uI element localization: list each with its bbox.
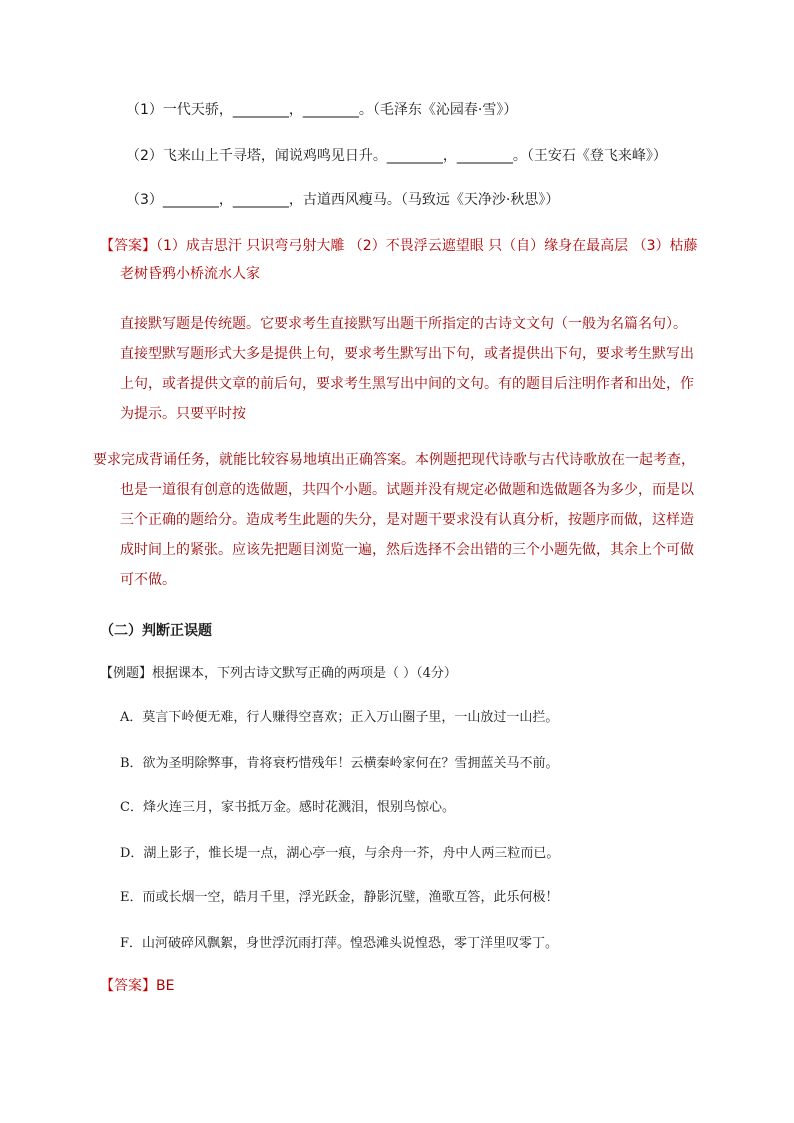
section-title: （二）判断正误题 xyxy=(100,623,212,639)
explanation-line: 为提示。只要平时按 xyxy=(120,406,246,422)
option-b: B．欲为圣明除弊事，肯将衰朽惜残年！云横秦岭家何在？雪拥蓝关马不前。 xyxy=(120,756,559,771)
option-d: D．湖上影子，惟长堤一点，湖心亭一痕，与余舟一芥，舟中人两三粒而已。 xyxy=(120,846,560,861)
option-a: A．莫言下岭便无难，行人赚得空喜欢；正入万山圈子里，一山放过一山拦。 xyxy=(120,710,559,725)
explanation-line: 直接型默写题形式大多是提供上句，要求考生默写出下句，或者提供出下句，要求考生默写出 xyxy=(120,346,694,362)
option-f: F．山河破碎风飘絮，身世浮沉雨打萍。惶恐滩头说惶恐，零丁洋里叹零丁。 xyxy=(120,936,559,951)
answer-tag: 【答案】 xyxy=(100,238,156,254)
question-2: （2）飞来山上千寻塔，闻说鸡鸣见日升。________，________。（王安石《登飞来峰》） xyxy=(126,148,667,164)
explanation-line: 要求完成背诵任务，就能比较容易地填出正确答案。本例题把现代诗歌与古代诗歌放在一起考查， xyxy=(93,452,695,468)
explanation-line: 上句，或者提供文章的前后句，要求考生黑写出中间的文句。有的题目后注明作者和出处，作 xyxy=(120,376,694,392)
explanation-line: 可不做。 xyxy=(120,572,176,588)
explanation-line: 也是一道很有创意的选做题，共四个小题。试题并没有规定必做题和选做题各为多少，而是以 xyxy=(120,482,694,498)
answer-tag: 【答案】 xyxy=(100,978,156,994)
explanation-line: 直接默写题是传统题。它要求考生直接默写出题干所指定的古诗文文句（一般为名篇名句）。 xyxy=(120,316,687,332)
answer-2 xyxy=(100,976,174,996)
option-c: C．烽火连三月，家书抵万金。感时花溅泪，恨别鸟惊心。 xyxy=(120,800,455,815)
explanation-line: 成时间上的紧张。应该先把题目浏览一遍，然后选择不会出错的三个小题先做，其余上个可做 xyxy=(120,542,694,558)
answer-text: （1）成吉思汗 只识弯弓射大雕 （2）不畏浮云遮望眼 只（自）缘身在最高层 （3）枯藤 xyxy=(156,238,698,254)
example-tag: 【例题】 xyxy=(100,666,153,681)
example-text: 根据课本，下列古诗文默写正确的两项是（ ）（4分） xyxy=(152,666,457,681)
question-1: （1）一代天骄，________，________。（毛泽东《沁园春·雪》） xyxy=(126,102,518,118)
answer-value: BE xyxy=(156,978,175,994)
example-question xyxy=(100,664,457,684)
option-e: E．而或长烟一空，皓月千里，浮光跃金，静影沉璧，渔歌互答，此乐何极！ xyxy=(120,890,559,905)
question-3: （3）________，________，古道西风瘦马。（马致远《天净沙·秋思》） xyxy=(126,192,560,208)
answer-line-1 xyxy=(100,236,698,256)
explanation-line: 三个正确的题给分。造成考生此题的失分，是对题干要求没有认真分析，按题序而做，这样造 xyxy=(120,512,694,528)
answer-line-2: 老树昏鸦小桥流水人家 xyxy=(120,266,260,282)
